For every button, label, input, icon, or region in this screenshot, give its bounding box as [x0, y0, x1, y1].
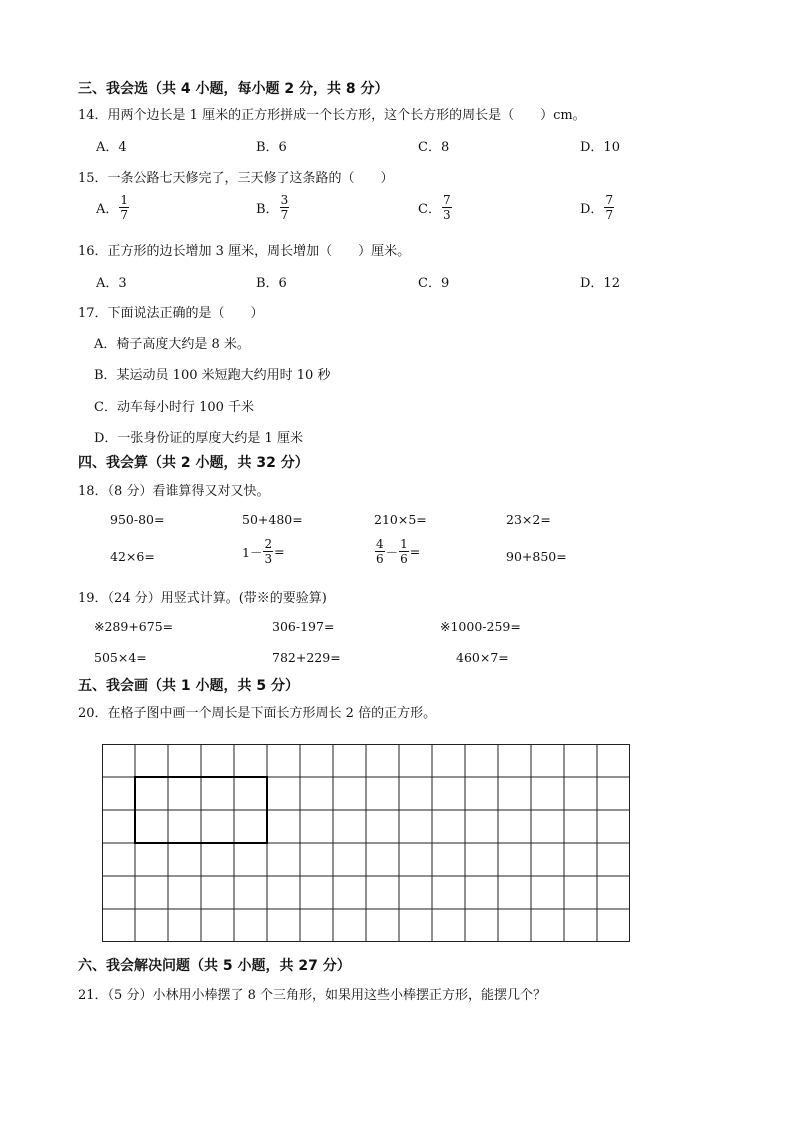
q15-option-b	[256, 194, 290, 221]
question-14: 14．用两个边长是 1 厘米的正方形拼成一个长方形，这个长方形的周长是（ ）cm。	[78, 108, 586, 123]
question-21: 21．（5 分）小林用小棒摆了 8 个三角形，如果用这些小棒摆正方形，能摆几个？	[78, 988, 546, 1003]
section-4-title: 四、我会算（共 2 小题，共 32 分）	[78, 455, 309, 471]
q16-option-b: B．6	[256, 276, 287, 291]
q18-expr-7	[374, 538, 420, 565]
expr-text: －	[385, 544, 399, 560]
fraction: $\frac{1}{6}$	[400, 537, 408, 566]
fraction: $\frac{4}{6}$	[376, 537, 384, 566]
q18-expr-5: 42×6=	[110, 549, 155, 564]
q17-option-a: A．椅子高度大约是 8 米。	[94, 337, 250, 352]
q15-option-a	[96, 194, 130, 221]
expr-text: =	[274, 544, 285, 559]
q14-option-a: A．4	[96, 140, 127, 155]
section-5-title: 五、我会画（共 1 小题，共 5 分）	[78, 678, 299, 694]
option-label: A．	[96, 202, 119, 217]
question-19: 19．（24 分）用竖式计算。(带※的要验算)	[78, 591, 327, 606]
expr-text: 1－	[242, 544, 263, 560]
q19-expr-3: ※1000-259=	[440, 619, 521, 634]
q19-expr-2: 306-197=	[272, 619, 335, 634]
option-label: C．	[418, 202, 441, 217]
drawing-grid[interactable]	[102, 744, 630, 942]
section-3-title: 三、我会选（共 4 小题，每小题 2 分，共 8 分）	[78, 81, 389, 97]
q14-option-d: D．10	[580, 140, 620, 155]
q18-expr-3: 210×5=	[374, 512, 427, 527]
question-18: 18．（8 分）看谁算得又对又快。	[78, 484, 270, 499]
q18-expr-2: 50+480=	[242, 512, 303, 527]
q15-option-d	[580, 194, 615, 221]
q16-option-c: C．9	[418, 276, 450, 291]
expr-text: =	[409, 544, 421, 559]
fraction: $\frac{1}{7}$	[120, 193, 129, 222]
fraction: $\frac{7}{3}$	[442, 193, 451, 222]
section-6-title: 六、我会解决问题（共 5 小题，共 27 分）	[78, 958, 351, 974]
q19-expr-5: 782+229=	[272, 650, 341, 665]
q18-expr-1: 950-80=	[110, 512, 165, 527]
q18-expr-6	[242, 538, 285, 565]
question-15: 15．一条公路七天修完了，三天修了这条路的（ ）	[78, 171, 394, 186]
q17-option-d: D．一张身份证的厚度大约是 1 厘米	[94, 431, 303, 446]
question-16: 16．正方形的边长增加 3 厘米，周长增加（ ）厘米。	[78, 244, 411, 259]
fraction: $\frac{2}{3}$	[264, 537, 273, 566]
fraction: $\frac{3}{7}$	[280, 193, 289, 222]
q17-option-b: B．某运动员 100 米短跑大约用时 10 秒	[94, 368, 331, 383]
q18-expr-4: 23×2=	[506, 512, 551, 527]
q14-option-b: B．6	[256, 140, 287, 155]
option-label: D．	[580, 202, 604, 217]
q15-option-c	[418, 194, 453, 221]
question-20: 20．在格子图中画一个周长是下面长方形周长 2 倍的正方形。	[78, 706, 437, 721]
fraction: $\frac{7}{7}$	[605, 193, 614, 222]
q18-expr-8: 90+850=	[506, 549, 567, 564]
q19-expr-1: ※289+675=	[94, 619, 174, 634]
q19-expr-6: 460×7=	[456, 650, 509, 665]
q16-option-a: A．3	[96, 276, 127, 291]
q19-expr-4: 505×4=	[94, 650, 147, 665]
q17-option-c: C．动车每小时行 100 千米	[94, 400, 255, 415]
option-label: B．	[256, 202, 279, 217]
question-17: 17．下面说法正确的是（ ）	[78, 306, 264, 321]
q16-option-d: D．12	[580, 276, 620, 291]
q14-option-c: C．8	[418, 140, 450, 155]
